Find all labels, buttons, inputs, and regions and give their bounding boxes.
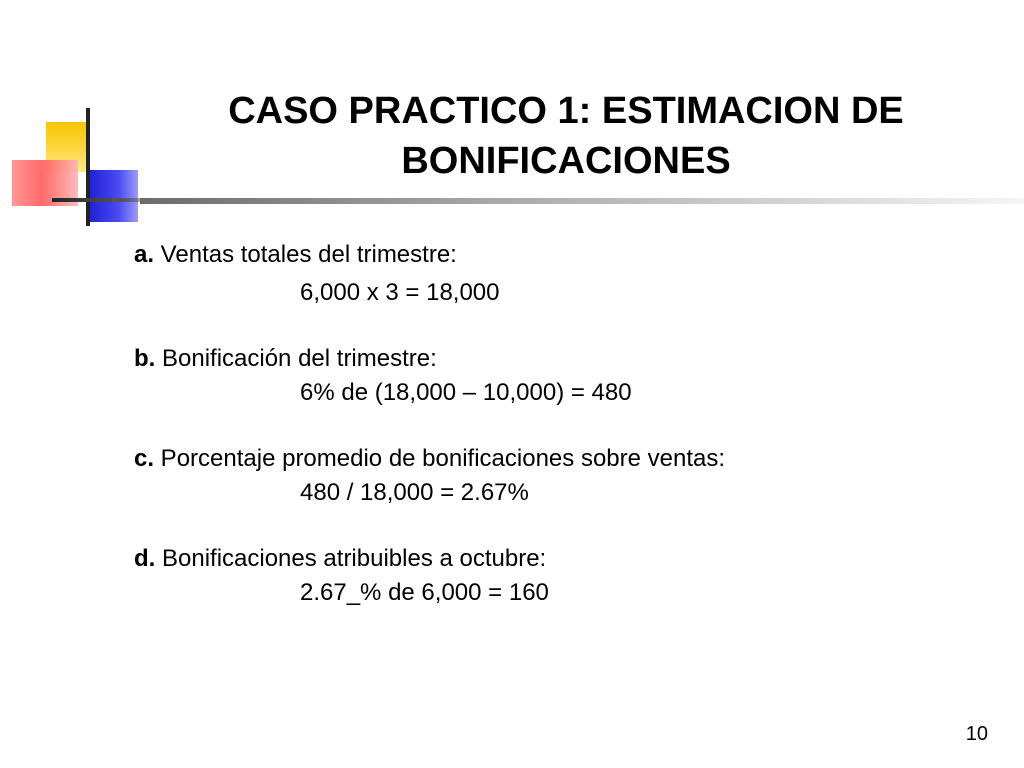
item-text: Bonificaciones atribuibles a octubre: — [155, 545, 547, 572]
slide-content — [134, 238, 994, 610]
item-heading — [134, 442, 994, 476]
slide-title: CASO PRACTICO 1: ESTIMACION DE BONIFICACIONES — [228, 90, 904, 182]
item-heading — [134, 238, 994, 272]
item-formula: 480 / 18,000 = 2.67% — [300, 479, 529, 506]
title-divider-rule — [140, 198, 1024, 204]
logo-blue-square — [90, 170, 138, 222]
list-item-a — [134, 238, 994, 310]
item-text: Ventas totales del trimestre: — [154, 241, 457, 268]
item-letter: b. — [134, 345, 156, 372]
item-formula: 6% de (18,000 – 10,000) = 480 — [300, 379, 632, 406]
item-formula: 6,000 x 3 = 18,000 — [300, 279, 500, 306]
list-item-d — [134, 542, 994, 610]
list-item-c — [134, 442, 994, 510]
item-letter: a. — [134, 241, 155, 268]
page-number: 10 — [965, 723, 988, 745]
item-heading — [134, 342, 994, 376]
item-text: Bonificación del trimestre: — [155, 345, 437, 372]
item-heading — [134, 542, 994, 576]
item-formula: 2.67_% de 6,000 = 160 — [300, 579, 549, 606]
item-letter: d. — [134, 545, 156, 572]
logo-vertical-line — [86, 108, 90, 226]
item-text: Porcentaje promedio de bonificaciones sobre ventas: — [154, 445, 726, 472]
list-item-b — [134, 342, 994, 410]
item-letter: c. — [134, 445, 155, 472]
